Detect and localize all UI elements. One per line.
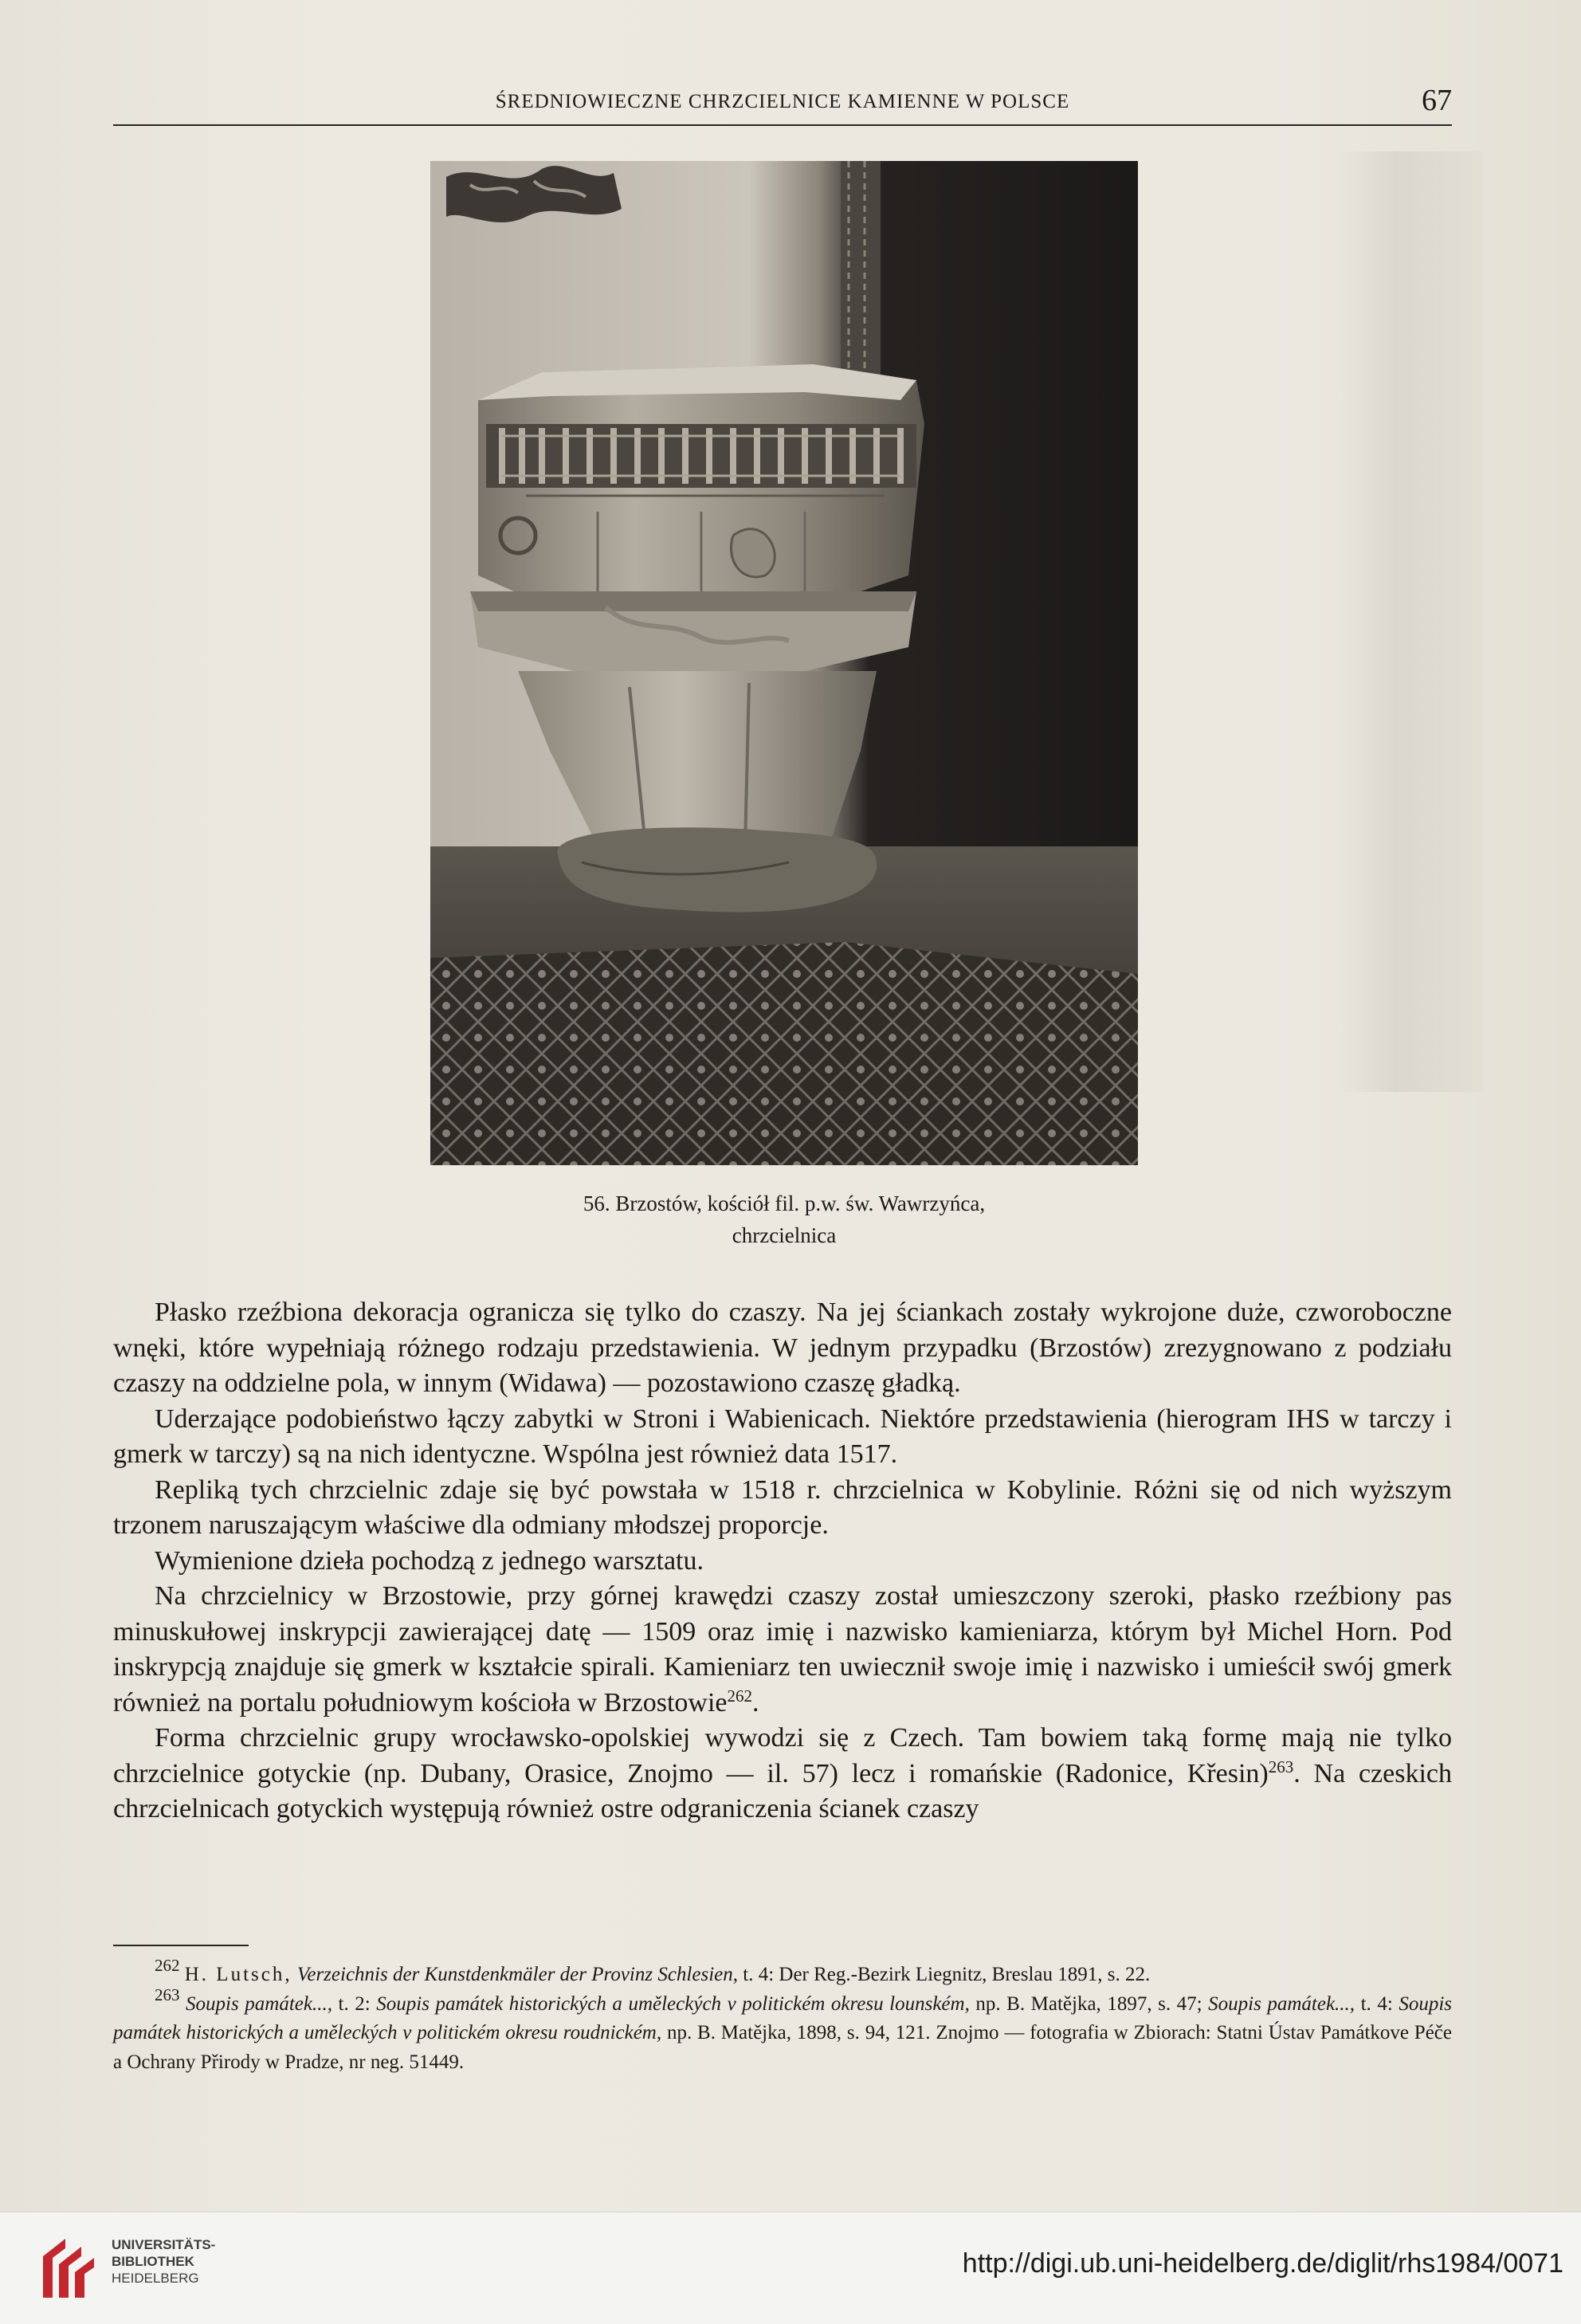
paragraph: Uderzające podobieństwo łączy zabytki w Stroni i Wabienicach. Niektóre przedstawienia (hierogram IHS w tarczy i gmerk w tarczy) są na nich identyczne. Wspólna jest również data 1517. [113, 1403, 1452, 1469]
paragraph: Płasko rzeźbiona dekoracja ogranicza się tylko do czaszy. Na jej ściankach zostały wykrojone duże, czworoboczne wnęki, które wypełniają różnego rodzaju przedstawienia. W jednym przypadku (Brzostów) zrezygnowano z podziału czaszy na oddzielne pola, w innym (Widawa) — pozostawiono czaszę gładką. [113, 1297, 1452, 1398]
footnote-reference[interactable]: 262 [727, 1686, 753, 1706]
footnote-reference[interactable]: 263 [1268, 1757, 1294, 1776]
footnote-details: np. B. Matějka, 1897, s. 47; [975, 1992, 1202, 2015]
footnote-title: Soupis památek..., [186, 1992, 332, 2015]
footnote-details: np. B. Matějka, 1898, s. 94, 121. Znojmo — fotografia w Zbiorach: Statni Ústav Památkove Péče a Ochrany Přirody w Pradze, nr neg. 51449. [113, 2022, 1452, 2073]
footnote-number: 262 [155, 1956, 180, 1975]
paragraph: Forma chrzcielnic grupy wrocławsko-opolskiej wywodzi się z Czech. Tam bowiem taką formę mają nie tylko chrzcielnice gotyckie (np. Dubany, Orasice, Znojmo — il. 57) lecz i romańskie (Radonice, Křesin)$^{263}$. Na czeskich chrzcielnicach gotyckich występują również ostre odgraniczenia ścianek czaszy [113, 1723, 1452, 1823]
footnotes [113, 1956, 1453, 2077]
library-name [112, 2236, 215, 2287]
footnote [113, 1956, 1452, 1990]
paragraph: Repliką tych chrzcielnic zdaje się być powstała w 1518 r. chrzcielnica w Kobylinie. Różni się od nich wyższym trzonem naruszającym właściwe dla odmiany młodszej proporcje. [113, 1474, 1452, 1540]
running-head [113, 84, 1452, 126]
figure-caption [430, 1188, 1138, 1251]
paragraph: Na chrzcielnicy w Brzostowie, przy górnej krawędzi czaszy został umieszczony szeroki, płasko rzeźbiony pas minuskułowej inskrypcji zawierającej datę — 1509 oraz imię i nazwisko kamieniarza, którym był Michel Horn. Pod inskrypcją znajduje się gmerk w kształcie spirali. Kamieniarz ten uwiecznił swoje imię i nazwisko i umieścił swój gmerk również na portalu południowym kościoła w Brzostowie$^{262}$. [113, 1581, 1452, 1717]
library-name-line-3: HEIDELBERG [112, 2271, 199, 2286]
footnote-title: Soupis památek historických a uměleckých v politickém okresu roudnickém, [113, 1992, 1453, 2043]
footnote-title: Soupis památek..., [1208, 1992, 1355, 2015]
body-text [113, 1295, 1452, 1827]
footnote [113, 1984, 1453, 2078]
library-logo-icon [37, 2232, 99, 2304]
footnote-title: Soupis památek historických a uměleckých v politickém okresu lounském, [376, 1992, 970, 2015]
photo-drawing [430, 161, 1138, 1165]
footnote-details: t. 2: [338, 1992, 371, 2015]
library-name-line-2: BIBLIOTHEK [112, 2254, 194, 2269]
paragraph: Wymienione dzieła pochodzą z jednego warsztatu. [155, 1545, 704, 1576]
caption-line-1: 56. Brzostów, kościół fil. p.w. św. Wawrzyńca, [583, 1191, 986, 1215]
footnote-rule [113, 1945, 249, 1946]
permalink-url[interactable]: http://digi.ub.uni-heidelberg.de/diglit/rhs1984/0071 [962, 2248, 1563, 2279]
show-through-bleed [1339, 151, 1482, 1092]
footnote-title: Verzeichnis der Kunstdenkmäler der Provinz Schlesien, [296, 1964, 738, 1985]
page-number: 67 [1422, 84, 1452, 117]
library-footer [0, 2212, 1581, 2324]
baptismal-font-photo [430, 161, 1138, 1165]
footnote-number: 263 [155, 1984, 180, 2004]
footnote-author: H. Lutsch, [184, 1964, 292, 1985]
caption-line-2: chrzcielnica [732, 1223, 837, 1247]
footnote-details: t. 4: [1360, 1992, 1393, 2015]
footnote-details: t. 4: Der Reg.-Bezirk Liegnitz, Breslau 1891, s. 22. [743, 1964, 1151, 1985]
running-head-title: ŚREDNIOWIECZNE CHRZCIELNICE KAMIENNE W POLSCE [495, 91, 1070, 112]
library-name-line-1: UNIVERSITÄTS- [112, 2237, 216, 2252]
